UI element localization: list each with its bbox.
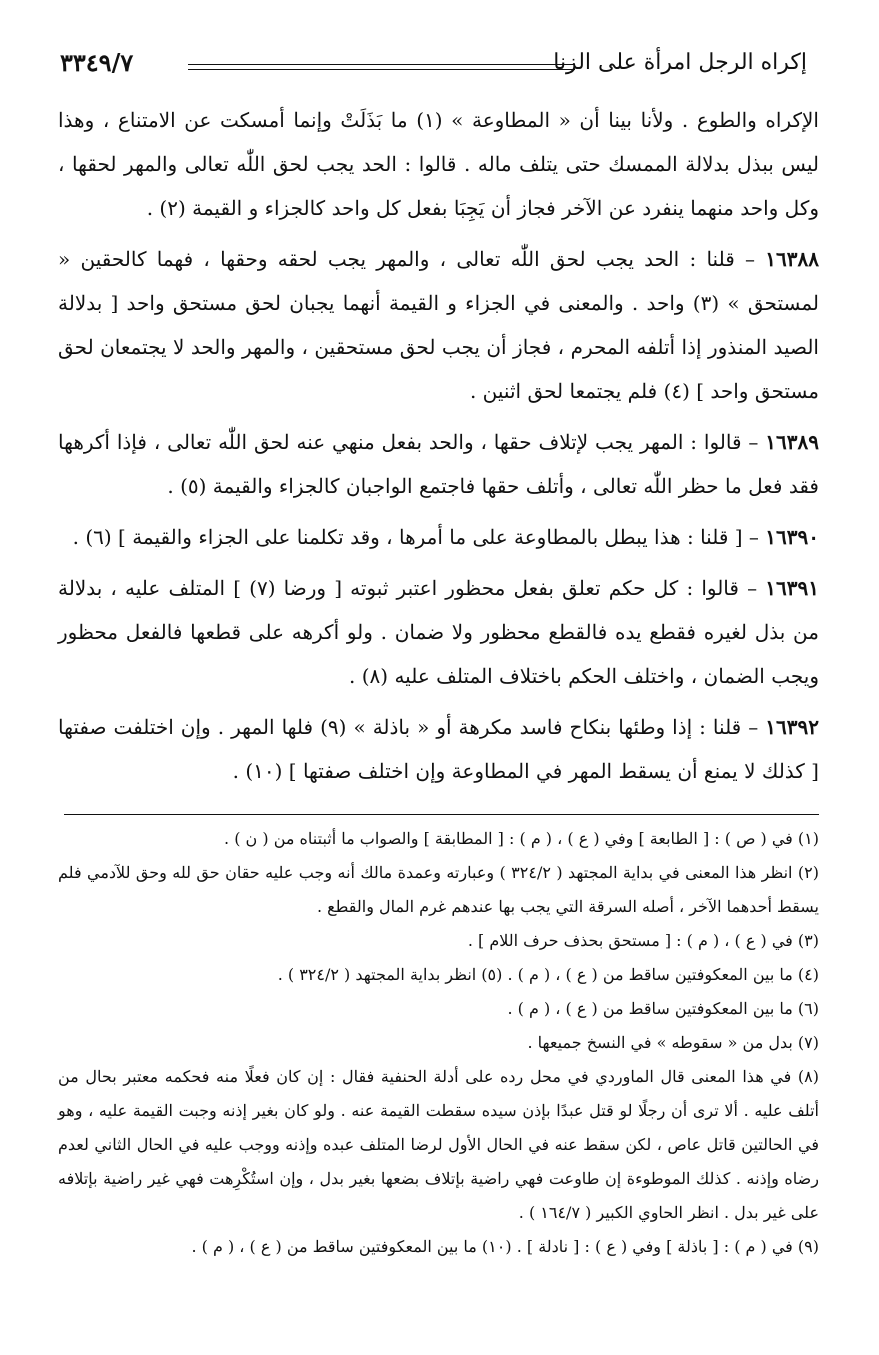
paragraph-text: الإكراه والطوع . ولأنا بينا أن « المطاوعة » (١) ما بَذَلَتْ وإنما أمسكت عن الامتناع ، وهذا ليس ببذل بدلالة الممسك حتى يتلف ماله . قالوا : الحد يجب لحق اللّٰه تعالى والمهر لحقها ، وكل واحد منهما ينفرد عن الآخر فجاز أن يَجِبَا بفعل كل واحد كالجزاء و القيمة (٢) . (58, 108, 819, 220)
paragraph-number: ١٦٣٩٢ (765, 715, 819, 739)
paragraph-text: – قلنا : الحد يجب لحق اللّٰه تعالى ، والمهر يجب لحقه وحقها ، فهما كالحقين « لمستحق » (٣) واحد . والمعنى في الجزاء و القيمة أنهما يجبان لحق مستحق واحد [ بدلالة الصيد المنذور إذا أتلفه المحرم ، فجاز أن يجب لحق مستحقين ، والمهر والحد لا يجتمعان لحق مستحق واحد ] (٤) فلم يجتمعا لحق اثنين . (58, 247, 819, 403)
footnote: (٤) ما بين المعكوفتين ساقط من ( ع ) ، ( م ) . (٥) انظر بداية المجتهد ( ٣٢٤/٢ ) . (277, 965, 819, 984)
paragraph (58, 420, 819, 508)
paragraph-text: – قلنا : إذا وطئها بنكاح فاسد مكرهة أو « باذلة » (٩) فلها المهر . وإن اختلفت صفتها [ كذلك لا يمنع أن يسقط المهر في المطاوعة وإن اختلف صفتها ] (١٠) . (58, 715, 819, 783)
header-double-rule (188, 64, 575, 70)
running-header (60, 48, 807, 88)
main-text (58, 98, 819, 800)
paragraph-text: – قالوا : كل حكم تعلق بفعل محظور اعتبر ثبوته [ ورضا (٧) ] المتلف عليه ، بدلالة من بذل لغيره فقطع يده فالقطع محظور ولا ضمان . ولو أكرهه على قطعها فالفعل محظور ويجب الضمان ، واختلف الحكم باختلاف المتلف عليه (٨) . (58, 576, 819, 688)
paragraph-text: – قالوا : المهر يجب لإتلاف حقها ، والحد بفعل منهي عنه لحق اللّٰه تعالى ، فإذا أكرهها فقد فعل ما حظر اللّٰه تعالى ، وأتلف حقها فاجتمع الواجبان كالجزاء والقيمة (٥) . (58, 430, 819, 498)
footnote: (٨) في هذا المعنى قال الماوردي في محل رده على أدلة الحنفية فقال : إن كان فعلًا منه فحكمه معتبر بحال من أتلف عليه . ألا ترى أن رجلًا لو قتل عبدًا بإذن سيده سقطت القيمة عنه . ولو كان بغير إذنه وجبت القيمة عليه ، وهو في الحالتين قاتل عاص ، لكن سقط عنه في الحال الأول لرضا المتلف عبده وإذنه ووجب عليه في الحال الثاني لعدم رضاه وإذنه . كذلك الموطوءة إن طاوعت فهي راضية بإتلاف بضعها بغير بدل ، وإن استُكْرِهت فهي غير راضية بإتلافه على غير بدل . انظر الحاوي الكبير ( ١٦٤/٧ ) . (58, 1067, 820, 1222)
paragraph (58, 566, 819, 698)
paragraph (58, 237, 819, 413)
paragraph-number: ١٦٣٩٠ (765, 525, 819, 549)
footnote: (٣) في ( ع ) ، ( م ) : [ مستحق بحذف حرف اللام ] . (467, 931, 819, 950)
footnotes (58, 822, 819, 1264)
footnote: (١) في ( ص ) : [ الطابعة ] وفي ( ع ) ، ( م ) : [ المطابقة ] والصواب ما أثبتناه من ( ن ) . (224, 829, 819, 848)
paragraph-number: ١٦٣٩١ (765, 576, 819, 600)
paragraph-number: ١٦٣٨٩ (765, 430, 819, 454)
paragraph-text: – [ قلنا : هذا يبطل بالمطاوعة على ما أمرها ، وقد تكلمنا على الجزاء والقيمة ] (٦) . (72, 525, 759, 549)
chapter-title: إكراه الرجل امرأة على الزنا (553, 50, 807, 75)
footnote: (٧) بدل من « سقوطه » في النسخ جميعها . (527, 1033, 819, 1052)
footnote: (٩) في ( م ) : [ باذلة ] وفي ( ع ) : [ نادلة ] . (١٠) ما بين المعكوفتين ساقط من ( ع ) ، ( م ) . (191, 1237, 819, 1256)
paragraph-number: ١٦٣٨٨ (765, 247, 819, 271)
page-reference: ٣٣٤٩/٧ (60, 48, 134, 77)
footnote: (٦) ما بين المعكوفتين ساقط من ( ع ) ، ( م ) . (507, 999, 819, 1018)
footnote: (٢) انظر هذا المعنى في بداية المجتهد ( ٣٢٤/٢ ) وعبارته وعمدة مالك أنه وجب عليه حقان حق لله وحق للآدمي فلم يسقط أحدهما الآخر ، أصله السرقة التي يجب بها عندهم غرم المال والقطع . (58, 863, 820, 916)
paragraph (58, 98, 819, 230)
paragraph (58, 705, 819, 793)
footnote-separator (64, 814, 819, 815)
paragraph (58, 515, 819, 559)
